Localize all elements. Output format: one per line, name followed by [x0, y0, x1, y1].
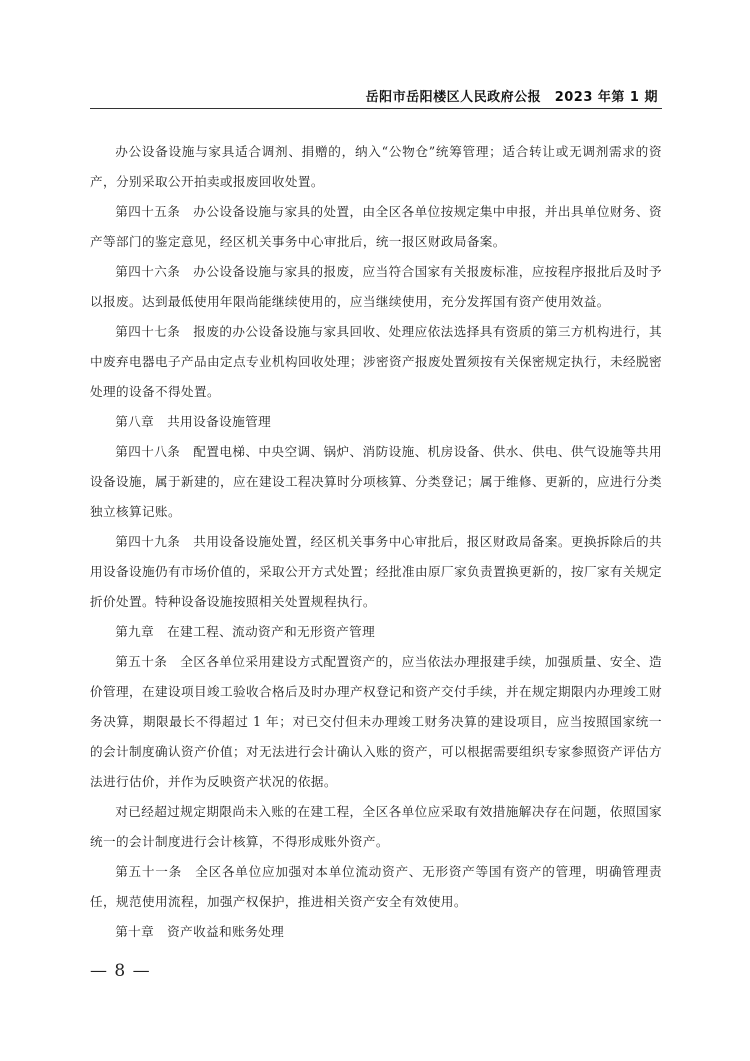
- chapter-heading: 第十章 资产收益和账务处理: [115, 924, 285, 939]
- body-text: [90, 137, 662, 947]
- issue-number: 2023 年第 1 期: [554, 90, 658, 105]
- paragraph: 对已经超过规定期限尚未入账的在建工程，全区各单位应采取有效措施解决存在问题，依照国家统一的会计制度进行会计核算，不得形成账外资产。: [90, 804, 662, 849]
- paragraph: 第四十七条 报废的办公设备设施与家具回收、处理应依法选择具有资质的第三方机构进行，其中废弃电器电子产品由定点专业机构回收处理；涉密资产报废处置须按有关保密规定执行，未经脱密处理的设备不得处置。: [90, 324, 662, 399]
- header-rule: [90, 108, 662, 109]
- running-header: [366, 86, 658, 105]
- paragraph: 办公设备设施与家具适合调剂、捐赠的，纳入“公物仓”统筹管理；适合转让或无调剂需求的资产，分别采取公开拍卖或报废回收处置。: [90, 144, 662, 189]
- chapter-heading: 第八章 共用设备设施管理: [115, 414, 272, 429]
- publication-title: 岳阳市岳阳楼区人民政府公报: [365, 90, 542, 105]
- paragraph: 第五十一条 全区各单位应加强对本单位流动资产、无形资产等国有资产的管理，明确管理责任，规范使用流程，加强产权保护，推进相关资产安全有效使用。: [90, 864, 662, 909]
- paragraph: 第四十六条 办公设备设施与家具的报废，应当符合国家有关报废标准，应按程序报批后及时予以报废。达到最低使用年限尚能继续使用的，应当继续使用，充分发挥国有资产使用效益。: [90, 264, 662, 309]
- paragraph: 第四十九条 共用设备设施处置，经区机关事务中心审批后，报区财政局备案。更换拆除后的共用设备设施仍有市场价值的，采取公开方式处置；经批准由原厂家负责置换更新的，按厂家有关规定折价处置。特种设备设施按照相关处置规程执行。: [90, 534, 662, 609]
- chapter-heading: 第九章 在建工程、流动资产和无形资产管理: [115, 624, 376, 639]
- paragraph: 第四十五条 办公设备设施与家具的处置，由全区各单位按规定集中申报，并出具单位财务、资产等部门的鉴定意见，经区机关事务中心审批后，统一报区财政局备案。: [90, 204, 662, 249]
- paragraph: 第五十条 全区各单位采用建设方式配置资产的，应当依法办理报建手续，加强质量、安全、造价管理，在建设项目竣工验收合格后及时办理产权登记和资产交付手续，并在规定期限内办理竣工财务决算，期限最长不得超过 1 年；对已交付但未办理竣工财务决算的建设项目，应当按照国家统一的会计制度确认资产价值；对无法进行会计确认入账的资产，可以根据需要组织专家参照资产评估方法进行估价，并作为反映资产状况的依据。: [90, 654, 662, 789]
- paragraph: 第四十八条 配置电梯、中央空调、锅炉、消防设施、机房设备、供水、供电、供气设施等共用设备设施，属于新建的，应在建设工程决算时分项核算、分类登记；属于维修、更新的，应进行分类独立核算记账。: [90, 444, 662, 519]
- page-number: — 8 —: [90, 961, 151, 981]
